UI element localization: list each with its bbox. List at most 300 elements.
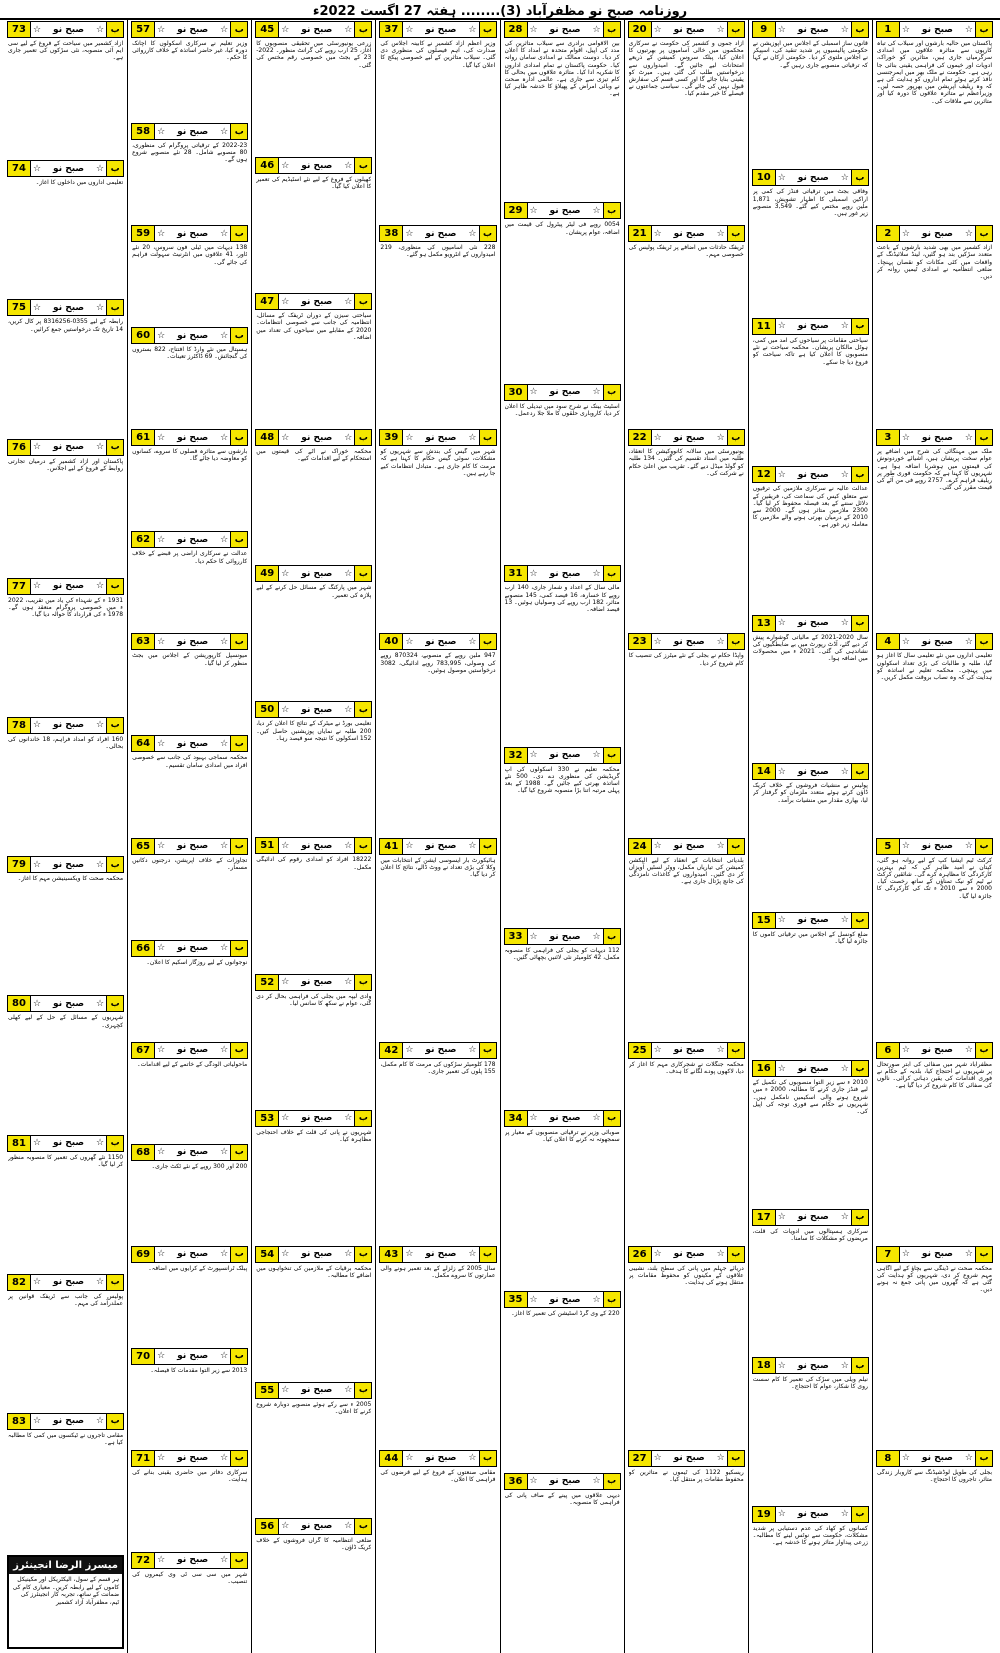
star-icon: ☆ bbox=[840, 915, 849, 926]
news-item-body: 160 افراد کو امداد فراہم، 18 خاندانوں کی بحالی۔ bbox=[8, 735, 124, 751]
news-item bbox=[625, 632, 748, 836]
news-item-number: 11 bbox=[753, 319, 776, 334]
news-item-chip: ب bbox=[975, 1043, 992, 1058]
news-item-number: 13 bbox=[753, 616, 776, 631]
news-item-title: صبح نو bbox=[301, 704, 333, 715]
news-item-chip: ب bbox=[354, 975, 371, 990]
news-item-body: پاکستان اور آزاد کشمیر کے درمیان تجارتی روابط کے فروغ کے لیے اجلاس۔ bbox=[8, 457, 124, 472]
news-item-number: 48 bbox=[256, 430, 279, 445]
news-item-body: تجاوزات کے خلاف آپریشن، درجنوں دکانیں مسمار۔ bbox=[132, 856, 248, 871]
star-icon: ☆ bbox=[592, 1294, 601, 1305]
news-item bbox=[376, 20, 499, 224]
news-item bbox=[376, 632, 499, 836]
news-item-chip: ب bbox=[975, 1451, 992, 1466]
news-item bbox=[625, 837, 748, 1041]
news-item bbox=[625, 20, 748, 224]
star-icon: ☆ bbox=[964, 24, 973, 35]
news-item-body: محکمہ سماجی بہبود کی جانب سے خصوصی افراد میں امدادی سامان تقسیم۔ bbox=[132, 754, 248, 769]
news-item-body: 220 کے وی گرڈ اسٹیشن کی تعمیر کا آغاز۔ bbox=[511, 1310, 620, 1318]
news-item-body: 112 دیہات کو بجلی کی فراہمی کا منصوبہ مکمل، 42 کلومیٹر نئی لائنیں بچھائی گئیں۔ bbox=[504, 947, 620, 962]
news-item-header bbox=[628, 838, 745, 855]
news-item-header bbox=[131, 21, 248, 38]
star-icon: ☆ bbox=[777, 766, 786, 777]
news-item-chip: ب bbox=[603, 1292, 620, 1307]
news-item bbox=[376, 1245, 499, 1449]
news-item bbox=[252, 564, 375, 700]
news-item-header bbox=[628, 1042, 745, 1059]
news-item-body: دیہی علاقوں میں پینے کے صاف پانی کی فراہمی کا منصوبہ۔ bbox=[504, 1491, 620, 1506]
star-icon: ☆ bbox=[96, 302, 105, 313]
star-icon: ☆ bbox=[653, 432, 662, 443]
star-icon: ☆ bbox=[157, 1249, 166, 1260]
news-item-number: 78 bbox=[8, 718, 31, 733]
news-item-number: 81 bbox=[8, 1136, 31, 1151]
news-item-body: سال 2020-2021 کے مالیاتی گوشوارے پیش کر دیے گئے، آڈٹ رپورٹ میں بے ضابطگیوں کی نشاندہی کی گئی۔ 2021 ء میں محصولات میں اضافہ ہوا۔ bbox=[752, 633, 868, 663]
news-item bbox=[252, 1109, 375, 1245]
news-item-chip: ب bbox=[106, 718, 123, 733]
star-icon: ☆ bbox=[777, 1509, 786, 1520]
news-item-title: صبح نو bbox=[921, 841, 953, 851]
newspaper-masthead bbox=[0, 0, 1000, 20]
star-icon: ☆ bbox=[405, 228, 414, 239]
news-item-header bbox=[7, 578, 124, 595]
news-item bbox=[749, 1356, 872, 1504]
star-icon: ☆ bbox=[33, 859, 42, 870]
news-item-body: تعلیمی بورڈ نے میٹرک کے نتائج کا اعلان کر دیا، 200 طلبہ نے نمایاں پوزیشنیں حاصل کیں۔ 152 اسکولوں کا نتیجہ سو فیصد رہا۔ bbox=[256, 720, 372, 742]
news-item-header bbox=[379, 1246, 496, 1263]
news-item-header bbox=[752, 615, 869, 632]
news-item-body: صوبائی وزیر نے ترقیاتی منصوبوں کے معیار پر سمجھوتہ نہ کرنے کا اعلان کیا۔ bbox=[504, 1128, 620, 1143]
star-icon: ☆ bbox=[344, 1385, 353, 1396]
news-item-header bbox=[628, 21, 745, 38]
news-item-body: بجلی کی طویل لوڈشیڈنگ سے کاروبار زندگی متاثر، تاجروں کا احتجاج۔ bbox=[876, 1468, 992, 1484]
news-item-number: 47 bbox=[256, 294, 279, 309]
star-icon: ☆ bbox=[964, 228, 973, 239]
news-item-chip: ب bbox=[727, 1043, 744, 1058]
star-icon: ☆ bbox=[157, 738, 166, 749]
news-item-number: 66 bbox=[132, 941, 155, 956]
news-item-header bbox=[131, 123, 248, 140]
news-item-number: 83 bbox=[8, 1414, 31, 1429]
news-item-header bbox=[504, 1473, 621, 1490]
news-item-body: شہریوں نے پانی کی قلت کے خلاف احتجاجی مظاہرہ کیا۔ bbox=[256, 1128, 372, 1143]
news-item-number: 60 bbox=[132, 328, 155, 343]
star-icon: ☆ bbox=[33, 163, 42, 174]
star-icon: ☆ bbox=[344, 1521, 353, 1532]
news-item bbox=[128, 734, 251, 836]
star-icon: ☆ bbox=[157, 943, 166, 954]
star-icon: ☆ bbox=[901, 1045, 910, 1056]
news-item-title: صبح نو bbox=[53, 720, 85, 731]
news-item-header bbox=[131, 838, 248, 855]
news-item-number: 44 bbox=[380, 1451, 403, 1466]
news-item-body: عدالت عالیہ نے سرکاری ملازمین کی ترقیوں سے متعلق کیس کی سماعت کی، فریقین کے دلائل سننے کے بعد فیصلہ محفوظ کر لیا گیا۔ 2300 ملازمین متاثر ہوں گے۔ 2000 سے 2010 کے درمیان بھرتی ہونے والے ملازمین کا معاملہ زیر غور ہے۔ bbox=[752, 485, 868, 529]
news-item-title: صبح نو bbox=[53, 1416, 85, 1427]
star-icon: ☆ bbox=[840, 321, 849, 332]
star-icon: ☆ bbox=[157, 24, 166, 35]
news-item-title: صبح نو bbox=[797, 1063, 829, 1074]
news-item-number: 40 bbox=[380, 634, 403, 649]
star-icon: ☆ bbox=[33, 720, 42, 731]
news-item-header bbox=[7, 1135, 124, 1152]
news-item-number: 9 bbox=[753, 22, 776, 37]
news-item-title: صبح نو bbox=[549, 931, 581, 942]
news-item bbox=[749, 1208, 872, 1356]
star-icon: ☆ bbox=[33, 302, 42, 313]
news-item-chip: ب bbox=[603, 566, 620, 581]
news-item-number: 49 bbox=[256, 566, 279, 581]
star-icon: ☆ bbox=[281, 704, 290, 715]
news-item-title: صبح نو bbox=[549, 24, 581, 35]
news-item-title: صبح نو bbox=[921, 1453, 953, 1464]
news-item-body: ریسکیو 1122 کی ٹیموں نے متاثرین کو محفوظ مقامات پر منتقل کیا۔ bbox=[628, 1468, 744, 1484]
news-item-title: صبح نو bbox=[53, 442, 85, 453]
news-item-title: صبح نو bbox=[301, 977, 333, 988]
star-icon: ☆ bbox=[344, 432, 353, 443]
news-item-chip: ب bbox=[975, 226, 992, 241]
news-item-number: 57 bbox=[132, 22, 155, 37]
news-item-number: 36 bbox=[505, 1474, 528, 1489]
news-item-number: 43 bbox=[380, 1247, 403, 1262]
news-column bbox=[748, 20, 872, 1653]
star-icon: ☆ bbox=[716, 228, 725, 239]
star-icon: ☆ bbox=[96, 581, 105, 592]
star-icon: ☆ bbox=[96, 998, 105, 1009]
star-icon: ☆ bbox=[529, 568, 538, 579]
news-item-chip: ب bbox=[354, 702, 371, 717]
news-item-chip: ب bbox=[603, 1474, 620, 1489]
news-item-chip: ب bbox=[603, 1111, 620, 1126]
star-icon: ☆ bbox=[653, 1045, 662, 1056]
star-icon: ☆ bbox=[716, 1249, 725, 1260]
news-item-body: وادی لیپہ میں بجلی کی فراہمی بحال کر دی گئی، عوام نے سکھ کا سانس لیا۔ bbox=[256, 992, 372, 1007]
news-item bbox=[873, 1449, 996, 1653]
star-icon: ☆ bbox=[840, 1509, 849, 1520]
news-item-title: صبح نو bbox=[177, 432, 209, 443]
star-icon: ☆ bbox=[901, 841, 910, 851]
news-item bbox=[749, 911, 872, 1059]
star-icon: ☆ bbox=[592, 931, 601, 942]
news-item-title: صبح نو bbox=[177, 1453, 209, 1464]
news-item-body: تعلیمی اداروں میں نئے تعلیمی سال کا آغاز ہو گیا، طلبہ و طالبات کی بڑی تعداد اسکولوں میں پہنچی۔ محکمہ تعلیم نے اساتذہ کو ہدایت کی کہ وہ نصاب بروقت مکمل کریں۔ bbox=[876, 652, 992, 681]
news-item bbox=[376, 1041, 499, 1245]
news-item-chip: ب bbox=[851, 1210, 868, 1225]
news-item-chip: ب bbox=[106, 857, 123, 872]
star-icon: ☆ bbox=[405, 1045, 414, 1056]
news-item-number: 74 bbox=[8, 161, 31, 176]
news-item-title: صبح نو bbox=[673, 636, 705, 647]
news-item-chip: ب bbox=[106, 996, 123, 1011]
news-item-title: صبح نو bbox=[177, 228, 209, 239]
news-item-header bbox=[131, 1552, 248, 1569]
news-item-body: ملک میں مہنگائی کی شرح میں اضافے پر عوام سخت پریشان ہیں، اشیائے خوردونوش کی قیمتوں میں ہوشربا اضافہ ہوا ہے۔ شہریوں کا کہنا ہے کہ حکومت فوری طور پر ریلیف فراہم کرے۔ 2757 روپے فی من آٹے کی قیمت مقرر کی گئی۔ bbox=[876, 448, 992, 492]
news-item-title: صبح نو bbox=[549, 387, 581, 398]
news-item bbox=[749, 465, 872, 613]
news-item-number: 31 bbox=[505, 566, 528, 581]
star-icon: ☆ bbox=[220, 738, 229, 749]
star-icon: ☆ bbox=[96, 720, 105, 731]
star-icon: ☆ bbox=[777, 1360, 786, 1371]
star-icon: ☆ bbox=[840, 1360, 849, 1371]
news-item bbox=[625, 224, 748, 428]
news-item-header bbox=[379, 633, 496, 650]
news-item-number: 21 bbox=[629, 226, 652, 241]
star-icon: ☆ bbox=[157, 126, 166, 137]
star-icon: ☆ bbox=[468, 1045, 477, 1056]
news-item-body: محکمہ تعلیم نے 330 اسکولوں کی اپ گریڈیشن کی منظوری دے دی۔ 500 نئے اساتذہ بھرتی کیے جائیں گے۔ 1988 کے بعد پہلی مرتبہ اتنا بڑا منصوبہ شروع کیا گیا۔ bbox=[504, 765, 620, 795]
news-item bbox=[749, 168, 872, 316]
news-item-chip: ب bbox=[851, 1358, 868, 1373]
news-item-header bbox=[628, 633, 745, 650]
star-icon: ☆ bbox=[592, 750, 601, 761]
news-item-chip: ب bbox=[727, 1451, 744, 1466]
news-item-body: محکمہ صحت کا ویکسینیشن مہم کا آغاز۔ bbox=[17, 875, 124, 883]
news-item-title: صبح نو bbox=[301, 24, 333, 35]
star-icon: ☆ bbox=[529, 931, 538, 942]
news-item bbox=[749, 1059, 872, 1207]
news-item-title: صبح نو bbox=[921, 1249, 953, 1260]
news-item-chip: ب bbox=[230, 1043, 247, 1058]
news-item-title: صبح نو bbox=[301, 160, 333, 171]
news-item-header bbox=[255, 1110, 372, 1127]
news-item bbox=[501, 746, 624, 927]
news-item-number: 61 bbox=[132, 430, 155, 445]
star-icon: ☆ bbox=[529, 387, 538, 398]
news-item-title: صبح نو bbox=[53, 1277, 85, 1288]
news-item-body: ضلعی انتظامیہ کا گراں فروشوں کے خلاف کریک ڈاؤن۔ bbox=[256, 1536, 372, 1552]
news-item-chip: ب bbox=[975, 839, 992, 854]
news-item-header bbox=[752, 763, 869, 780]
star-icon: ☆ bbox=[901, 432, 910, 443]
news-item-title: صبح نو bbox=[177, 1555, 209, 1566]
news-item-chip: ب bbox=[354, 158, 371, 173]
news-item-number: 19 bbox=[753, 1507, 776, 1522]
star-icon: ☆ bbox=[344, 1113, 353, 1124]
star-icon: ☆ bbox=[220, 330, 229, 341]
news-item-header bbox=[255, 429, 372, 446]
news-item-number: 76 bbox=[8, 440, 31, 455]
star-icon: ☆ bbox=[33, 1277, 42, 1288]
news-item-chip: ب bbox=[603, 22, 620, 37]
news-item-number: 65 bbox=[132, 839, 155, 854]
news-item-body: تعلیمی اداروں میں داخلوں کا آغاز۔ bbox=[35, 179, 124, 187]
star-icon: ☆ bbox=[777, 321, 786, 332]
news-item-number: 26 bbox=[629, 1247, 652, 1262]
news-item-body: دریائے جہلم میں پانی کی سطح بلند، نشیبی علاقوں کے مکینوں کو محفوظ مقامات پر منتقل ہونے کی ہدایت۔ bbox=[628, 1264, 744, 1287]
star-icon: ☆ bbox=[901, 636, 910, 647]
news-item-header bbox=[131, 327, 248, 344]
news-item-number: 56 bbox=[256, 1519, 279, 1534]
news-item-header bbox=[131, 940, 248, 957]
news-column bbox=[872, 20, 996, 1653]
news-item-number: 24 bbox=[629, 839, 652, 854]
news-item-header bbox=[379, 1450, 496, 1467]
news-item-number: 20 bbox=[629, 22, 652, 37]
news-item-body: 947 ملین روپے کے منصوبے، 870324 روپے کی وصولی، 783,995 روپے ادائیگی، 3082 درخواستیں موصول ہوئیں۔ bbox=[380, 652, 496, 674]
news-item-header bbox=[752, 1506, 869, 1523]
news-item-header bbox=[379, 429, 496, 446]
news-item bbox=[128, 1041, 251, 1143]
news-item-title: صبح نو bbox=[797, 766, 829, 777]
news-item-title: صبح نو bbox=[301, 1385, 333, 1396]
news-item-header bbox=[628, 429, 745, 446]
news-item-number: 29 bbox=[505, 203, 528, 218]
star-icon: ☆ bbox=[964, 432, 973, 443]
star-icon: ☆ bbox=[220, 1249, 229, 1260]
news-item-body: یونیورسٹی میں سالانہ کانووکیشن کا انعقاد، طلبہ میں اسناد تقسیم کی گئیں۔ 134 طلبہ کو گولڈ میڈل دیے گئے۔ تقریب میں اعلیٰ حکام نے شرکت کی۔ bbox=[628, 448, 744, 477]
news-item-body: وفاقی بجٹ میں ترقیاتی فنڈز کی کمی پر اراکین اسمبلی کا اظہار تشویش، 1,871 ملین روپے مختص کیے گئے۔ 3,549 منصوبے زیر غور ہیں۔ bbox=[752, 188, 868, 218]
news-item-title: صبح نو bbox=[301, 296, 333, 307]
news-item-header bbox=[131, 1246, 248, 1263]
news-item-number: 82 bbox=[8, 1275, 31, 1290]
star-icon: ☆ bbox=[716, 1453, 725, 1464]
news-item-header bbox=[876, 1450, 993, 1467]
news-item-title: صبح نو bbox=[425, 1045, 457, 1056]
star-icon: ☆ bbox=[964, 841, 973, 851]
news-item-title: صبح نو bbox=[797, 1360, 829, 1371]
news-item-chip: ب bbox=[230, 22, 247, 37]
news-item-number: 68 bbox=[132, 1145, 155, 1160]
star-icon: ☆ bbox=[96, 1277, 105, 1288]
news-item-number: 52 bbox=[256, 975, 279, 990]
news-item-chip: ب bbox=[851, 616, 868, 631]
news-item bbox=[128, 939, 251, 1041]
news-item bbox=[128, 837, 251, 939]
star-icon: ☆ bbox=[716, 24, 725, 35]
news-item-number: 50 bbox=[256, 702, 279, 717]
news-item-header bbox=[7, 717, 124, 734]
news-item-title: صبح نو bbox=[425, 636, 457, 647]
news-item bbox=[252, 428, 375, 564]
star-icon: ☆ bbox=[405, 432, 414, 443]
news-item-number: 23 bbox=[629, 634, 652, 649]
news-item-number: 1 bbox=[877, 22, 900, 37]
news-item-chip: ب bbox=[851, 319, 868, 334]
star-icon: ☆ bbox=[157, 432, 166, 443]
news-item-chip: ب bbox=[106, 440, 123, 455]
star-icon: ☆ bbox=[592, 568, 601, 579]
news-item-number: 77 bbox=[8, 579, 31, 594]
news-item bbox=[749, 20, 872, 168]
news-item-number: 42 bbox=[380, 1043, 403, 1058]
news-item-number: 71 bbox=[132, 1451, 155, 1466]
news-item-chip: ب bbox=[230, 839, 247, 854]
news-item-header bbox=[255, 1518, 372, 1535]
star-icon: ☆ bbox=[157, 330, 166, 341]
news-item bbox=[873, 1041, 996, 1245]
news-item-number: 53 bbox=[256, 1111, 279, 1126]
news-item-chip: ب bbox=[230, 226, 247, 241]
news-item-title: صبح نو bbox=[53, 581, 85, 592]
news-item-body: شہر میں گیس کی بندش سے شہریوں کو مشکلات، سوئی گیس حکام کا کہنا ہے کہ مرمت کا کام جاری ہے۔ متبادل انتظامات کیے جا رہے ہیں۔ bbox=[380, 448, 496, 477]
news-item bbox=[625, 428, 748, 632]
news-item-body: آزاد کشمیر میں سیاحت کے فروغ کے لیے سی ایم آئی منصوبہ، نئی سڑکوں کی تعمیر جاری ہے۔ bbox=[8, 40, 124, 62]
news-item-chip: ب bbox=[727, 1247, 744, 1262]
star-icon: ☆ bbox=[468, 1249, 477, 1260]
news-item-title: صبح نو bbox=[53, 1138, 85, 1148]
star-icon: ☆ bbox=[281, 160, 290, 171]
news-item-number: 10 bbox=[753, 170, 776, 185]
news-item-number: 27 bbox=[629, 1451, 652, 1466]
news-item-chip: ب bbox=[851, 913, 868, 928]
news-item-header bbox=[255, 1246, 372, 1263]
news-item-header bbox=[504, 1110, 621, 1127]
star-icon: ☆ bbox=[653, 841, 662, 851]
news-item-body: بارشوں سے متاثرہ فصلوں کا سروے، کسانوں کو معاوضہ دیا جائے گا۔ bbox=[132, 448, 248, 463]
news-item-title: صبح نو bbox=[53, 302, 85, 313]
news-item-title: صبح نو bbox=[177, 534, 209, 545]
news-item-chip: ب bbox=[479, 226, 496, 241]
news-item-chip: ب bbox=[727, 22, 744, 37]
star-icon: ☆ bbox=[344, 296, 353, 307]
news-item bbox=[4, 994, 127, 1133]
news-item-body: محکمہ خوراک نے آٹے کی قیمتوں میں استحکام کے لیے اقدامات کیے۔ bbox=[256, 448, 372, 463]
news-column bbox=[500, 20, 624, 1653]
news-item-header bbox=[504, 202, 621, 219]
news-item-header bbox=[131, 225, 248, 242]
star-icon: ☆ bbox=[964, 1453, 973, 1464]
news-item-number: 45 bbox=[256, 22, 279, 37]
news-item bbox=[4, 577, 127, 716]
news-item bbox=[128, 122, 251, 224]
news-item-number: 75 bbox=[8, 300, 31, 315]
news-item-header bbox=[504, 928, 621, 945]
news-item-header bbox=[7, 856, 124, 873]
star-icon: ☆ bbox=[592, 1113, 601, 1124]
news-item-title: صبح نو bbox=[425, 1453, 457, 1464]
news-item-title: صبح نو bbox=[301, 840, 333, 851]
masthead-text: روزنامہ صبح نو مظفرآباد (3)........ ہفتہ 27 اگست 2022ء bbox=[312, 4, 688, 19]
news-item-header bbox=[255, 701, 372, 718]
star-icon: ☆ bbox=[777, 1063, 786, 1074]
star-icon: ☆ bbox=[716, 1045, 725, 1056]
news-item bbox=[252, 1381, 375, 1517]
news-item-chip: ب bbox=[230, 634, 247, 649]
news-item-chip: ب bbox=[479, 1043, 496, 1058]
news-item-header bbox=[255, 974, 372, 991]
news-item-chip: ب bbox=[603, 203, 620, 218]
news-item-number: 54 bbox=[256, 1247, 279, 1262]
news-item-body: 2005 ء سے رکے ہوئے منصوبے دوبارہ شروع کرنے کا اعلان۔ bbox=[256, 1400, 372, 1415]
news-item-number: 37 bbox=[380, 22, 403, 37]
news-item bbox=[128, 20, 251, 122]
news-item-header bbox=[876, 633, 993, 650]
news-item bbox=[4, 855, 127, 994]
news-item-body: مقامی صنعتوں کے فروغ کے لیے قرضوں کی فراہمی کا اعلان۔ bbox=[380, 1468, 496, 1484]
news-item bbox=[252, 292, 375, 428]
star-icon: ☆ bbox=[344, 977, 353, 988]
news-item-number: 22 bbox=[629, 430, 652, 445]
star-icon: ☆ bbox=[344, 840, 353, 851]
news-column bbox=[4, 20, 127, 1653]
star-icon: ☆ bbox=[840, 24, 849, 35]
news-item-number: 18 bbox=[753, 1358, 776, 1373]
news-item-title: صبح نو bbox=[177, 1045, 209, 1056]
news-item bbox=[873, 1245, 996, 1449]
news-item-number: 28 bbox=[505, 22, 528, 37]
news-item-title: صبح نو bbox=[177, 126, 209, 137]
news-item bbox=[501, 927, 624, 1108]
news-item bbox=[501, 1109, 624, 1290]
news-item-number: 79 bbox=[8, 857, 31, 872]
news-item-title: صبح نو bbox=[921, 636, 953, 647]
news-item-title: صبح نو bbox=[673, 1453, 705, 1464]
news-item-header bbox=[504, 21, 621, 38]
news-item bbox=[128, 1143, 251, 1245]
news-item-header bbox=[255, 1382, 372, 1399]
news-item-chip: ب bbox=[354, 1383, 371, 1398]
news-item-number: 15 bbox=[753, 913, 776, 928]
